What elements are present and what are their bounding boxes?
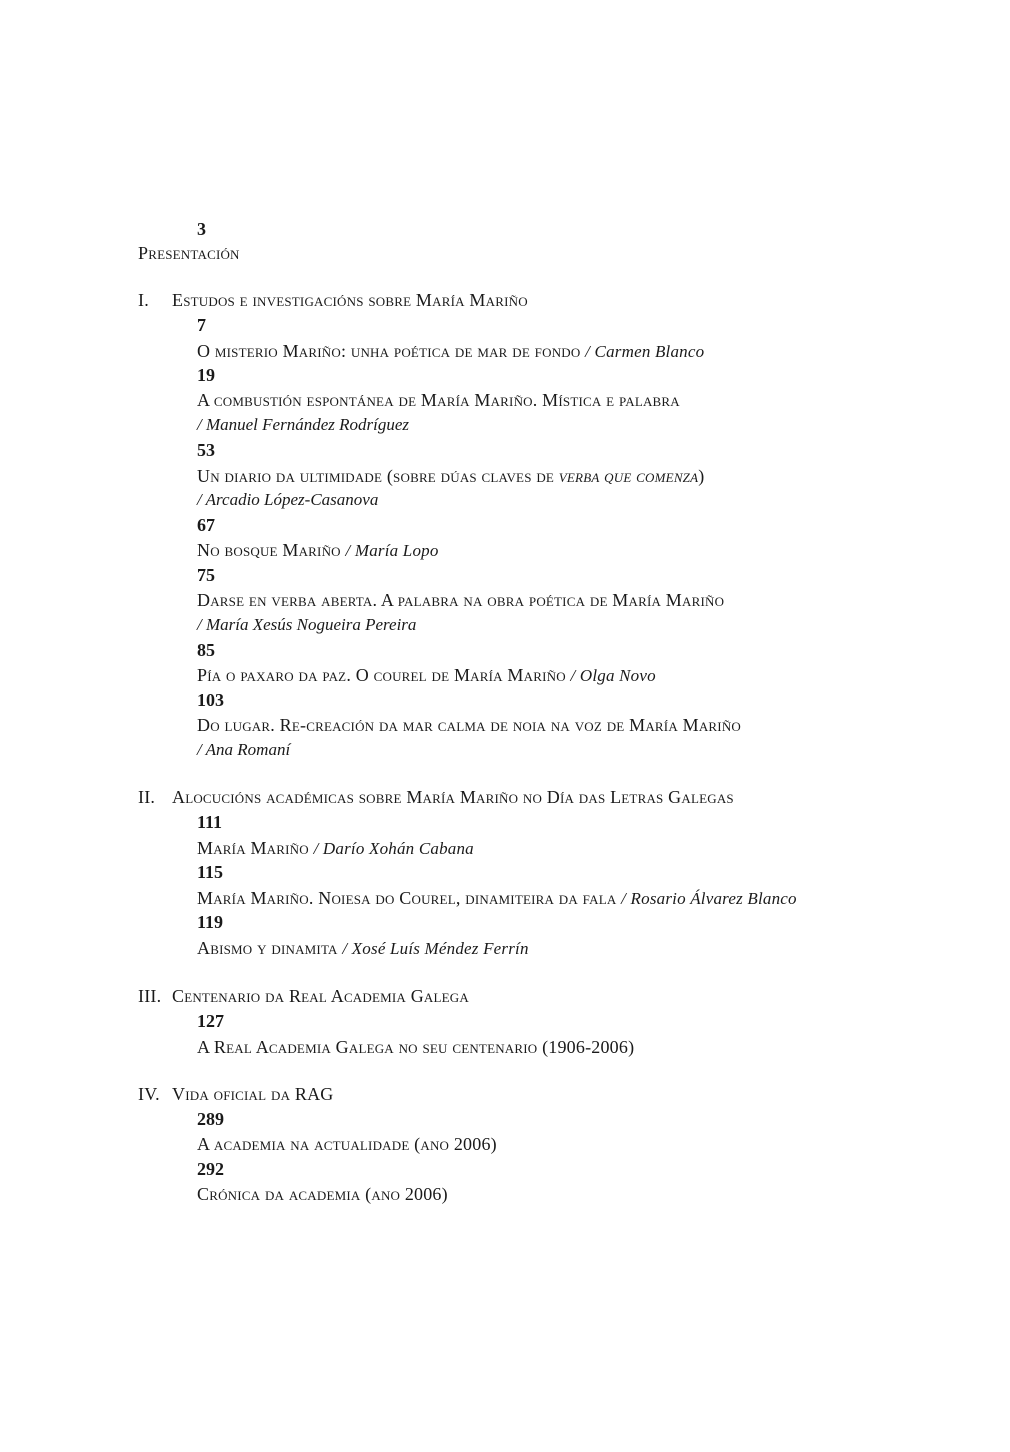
entry-page-number: 53 [197,440,215,460]
entry-title-text: ) [698,466,705,486]
entry-page-number: 7 [197,315,206,335]
entry-title: Crónica da academia (ano 2006) [197,1184,448,1204]
entry-author: / Arcadio López-Casanova [197,490,379,509]
entry-author: / Rosario Álvarez Blanco [621,889,797,908]
entry-page-number: 103 [197,690,224,710]
entry-author: / Darío Xohán Cabana [313,839,474,858]
entry-author: / María Xesús Nogueira Pereira [197,615,417,634]
section-title: Vida oficial da RAG [172,1084,334,1104]
entry-author: / Ana Romaní [197,740,291,759]
entry-author: / Manuel Fernández Rodríguez [197,415,409,434]
section-title: Estudos e investigacións sobre María Mariño [172,290,528,310]
section-title: Alocucións académicas sobre María Mariño no Día das Letras Galegas [172,787,734,807]
presentation-page-number: 3 [197,219,206,239]
presentation-title: Presentación [138,243,240,263]
entry-title [197,666,656,684]
entry-title [197,541,439,559]
section-heading-1 [138,291,528,309]
entry-page-number: 111 [197,812,223,832]
section-title: Centenario da Real Academia Galega [172,986,469,1006]
entry-title-text: María Mariño [197,838,309,858]
entry-title: Darse en verba aberta. A palabra na obra poética de María Mariño [197,590,725,610]
entry-title [197,889,797,907]
section-heading-2 [138,788,734,806]
section-numeral: III. [138,986,162,1006]
section-heading-3 [138,987,469,1005]
entry-author: / Carmen Blanco [585,342,705,361]
entry-title: A academia na actualidade (ano 2006) [197,1134,497,1154]
section-numeral: IV. [138,1084,160,1104]
entry-title: Do lugar. Re-creación da mar calma de noia na voz de María Mariño [197,715,741,735]
entry-author: / Xosé Luís Méndez Ferrín [342,939,529,958]
entry-title-italic: verba que comenza [558,466,699,486]
entry-title-text: Abismo y dinamita [197,938,338,958]
entry-page-number: 119 [197,912,224,932]
entry-page-number: 85 [197,640,215,660]
entry-page-number: 75 [197,565,215,585]
entry-page-number: 289 [197,1109,224,1129]
entry-title-text: Un diario da ultimidade (sobre dúas claves de [197,466,559,486]
entry-page-number: 292 [197,1159,224,1179]
section-numeral: II. [138,787,156,807]
entry-page-number: 127 [197,1011,224,1031]
entry-title: A combustión espontánea de María Mariño. Mística e palabra [197,390,680,410]
section-heading-4 [138,1085,333,1103]
entry-title-text: María Mariño. Noiesa do Courel, dinamiteira da fala [197,888,617,908]
entry-author: / María Lopo [345,541,439,560]
entry-page-number: 19 [197,365,215,385]
entry-title [197,839,474,857]
entry-page-number: 67 [197,515,215,535]
entry-title-text: O misterio Mariño: unha poética de mar de fondo [197,341,581,361]
entry-title-text: Pía o paxaro da paz. O courel de María Mariño [197,665,566,685]
entry-title [197,939,529,957]
entry-author: / Olga Novo [570,666,656,685]
entry-title: A Real Academia Galega no seu centenario (1906-2006) [197,1037,635,1057]
entry-page-number: 115 [197,862,224,882]
section-numeral: I. [138,290,149,310]
entry-title [197,342,704,360]
entry-title [197,467,704,485]
entry-title-text: No bosque Mariño [197,540,341,560]
